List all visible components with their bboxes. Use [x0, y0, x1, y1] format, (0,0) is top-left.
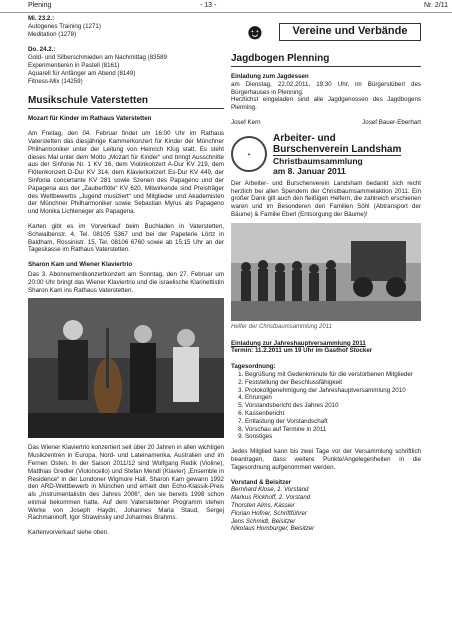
agenda-item: 1. Begrüßung mit Gedenkminute für die verstorbenen Mitglieder: [245, 371, 421, 379]
page-number: - 13 -: [200, 2, 217, 9]
trio-paragraph-1: Das 3. Abonnementkonzertkonzert am Sonntag, den 27. Februar um 20:00 Uhr bringt das Wiener Klaviertrio und die israelische Klarinettistin Sharon Kam ins Rathaus Vaterstetten.: [28, 270, 224, 294]
left-column: [28, 15, 224, 544]
course-date: Mi. 23.2.:: [28, 15, 55, 22]
helpers-photo: [231, 223, 421, 321]
hunting-paragraph-1: am Dienstag, 22.02.2011, 19:30 Uhr, im Bürgerstüberl des Bürgerhauses in Plenning.: [231, 80, 421, 96]
trio-photo: [28, 298, 224, 438]
board-member: Nikolaus Homburger, Beisitzer: [231, 525, 315, 533]
course-item: Aquarell für Anfänger am Abend (8149): [28, 69, 136, 77]
musicians-silhouette: [28, 298, 224, 438]
course-item: Meditation (1278): [28, 30, 77, 38]
signature-left: Josef Kern: [231, 118, 261, 126]
clubs-banner-title: Vereine und Verbände: [279, 23, 421, 41]
clubs-banner: [231, 15, 421, 49]
board-member: Jens Schmidt, Beisitzer: [231, 517, 296, 525]
group-photo-scene: [231, 223, 421, 321]
course-list-thu: [28, 46, 224, 85]
page-header: [0, 0, 452, 13]
agenda-item: 7. Entlastung der Vorstandschaft: [245, 418, 421, 426]
signature-right: Josef Bauer-Eberhart: [362, 118, 421, 126]
hunting-paragraph-2: Herzlichst eingeladen sind alle Jagdgenossen des Jagdbogens Plenning.: [231, 96, 421, 112]
agenda-item: 2. Feststellung der Beschlussfähigkeit: [245, 379, 421, 387]
board-member: Markus Rickhoff, 2. Vorstand: [231, 494, 311, 502]
assembly-date: Termin: 11.2.2011 um 19 Uhr im Gasthof Stocker: [231, 347, 373, 355]
jester-icon: ☻: [243, 19, 267, 45]
club-subtitle-line-1: Christbaumsammlung: [273, 155, 363, 166]
music-subtitle: Mozart für Kinder im Rathaus Vaterstetten: [28, 115, 152, 123]
hunting-title: Jagdbogen Plenning: [231, 53, 421, 67]
course-item: Gold- und Silberschmieden am Nachmittag (83589: [28, 54, 167, 62]
agenda-item: 9. Sonstiges: [245, 433, 421, 441]
course-item: Experimentieren in Pastell (8161): [28, 61, 120, 69]
board-title: Vorstand & Beisitzer: [231, 478, 292, 486]
assembly-paragraph: Jedes Mitglied kann bis zwei Tage vor der Versammlung schriftlich beantragen, dass weitere Punkte/Angelegenheiten in die Tagesordnung aufgenommen werden.: [231, 448, 421, 471]
right-column: [231, 15, 421, 533]
board-member: Bernhard Klose, 1. Vorstand: [231, 486, 309, 494]
trio-paragraph-2: Das Wiener Klaviertrio konzertiert seit über 20 Jahren in allen wichtigen Musikzentren in Europa, Nord- und Lateinamerika, Australien und im Fernen Osten. In der Saison 2011/12 sind Wolfgang Redik (Violine), Matthias Gredler (Violoncello) und Stefan Mendl (Klavier) „Ensemble in Residence“ in der Londoner Wigmore Hall. Sharon Kam gewann 1992 den ARD-Wettbewerb in München und erhielt den Echo-Klassik-Preis als „Instrumentalistin des Jahres 2006“, den sie bereits 1998 schon einmal bekommen hatte. Auf dem Vaterstettener Programm stehen Werke von Joseph Haydn, Johannes Maria Staud, Sergej Rachmaninoff, Igor Strawinsky und Johannes Brahms.: [28, 444, 224, 522]
club-seal-icon: ✦: [231, 136, 267, 172]
course-list-wed: [28, 15, 224, 38]
agenda-item: 6. Kassenbericht: [245, 410, 421, 418]
board-member: Thorsten Alms, Kassier: [231, 501, 295, 509]
photo-caption: Helfer der Christbaumsammlung 2011: [231, 323, 332, 330]
course-date: Do. 24.2.:: [28, 46, 56, 54]
agenda-title: Tagesordnung:: [231, 363, 276, 371]
music-paragraph-2: Karten gibt es im Vorverkauf beim Buchladen in Vaterstetten, Schwalbenstr. 4, Tel. 08105 5367 und bei der Papeterie Lörtz in Baldham, Rossinistr. 15, Tel. 08106 6760 sowie ab 15:15 Uhr an der Tageskasse im Rathaus Vaterstetten.: [28, 222, 224, 254]
trio-paragraph-3: Kartenvorverkauf siehe oben.: [28, 529, 109, 537]
club-title-line-2: Burschenverein Landsham: [273, 143, 402, 155]
music-paragraph-1: Am Freitag, den 04. Februar findet um 16:00 Uhr im Rathaus Vaterstetten das diesjährige Kammerkonzert für Kinder der Münchner Philharmoniker unter der Leitung von Heinrich Klug statt. Es steht dieses Mal unter dem Motto „Mozart für Kinder“ und bringt Ausschnitte aus der Sinfonie Nr. 1 KV 16, dem Violinkonzert A-Dur KV 219, dem Flötenkonzert D-Dur KV 314, dem Klavierkonzert Es-Dur KV 449, der Sinfonia concertante KV 281 sowie Szenen des Papageno und der Papagena aus der „Zauberflöte“ KV 620. Mitwirkende sind Preisträger des Wettbewerbs „Jugend musiziert“ und Mitglieder und Akademisten der Münchner Philharmoniker sowie Sebastian Myrus als Papageno und Monika Lichteneger als Papagena.: [28, 130, 224, 216]
agenda-item: 4. Ehrungen: [245, 394, 421, 402]
music-school-title: Musikschule Vaterstetten: [28, 95, 224, 109]
issue-number: Nr. 2/11: [424, 2, 448, 9]
agenda-item: 3. Protokollgenehmigung der Jahreshauptversammlung 2010: [245, 387, 421, 395]
hunting-subtitle: Einladung zum Jagdessen: [231, 73, 309, 80]
agenda-item: 5. Vorstandsbericht des Jahres 2010: [245, 402, 421, 410]
club-heading: [231, 133, 421, 176]
hunting-signatures: [231, 119, 421, 127]
club-thanks-paragraph: Der Arbeiter- und Burschenverein Landsham bedankt sich recht herzlich bei allen Spendern der Christbaumsammelaktion 2011. Ein großer Dank gilt auch den fleißigen Helfern, die zahlreich erschienen waren und im Besonderen den Familien Söhl (Abtransport der Bäume) & Familie Eberl (Entsorgung der Bäume)!: [231, 179, 421, 218]
club-subtitle-line-2: am 8. Januar 2011: [273, 165, 346, 176]
agenda-list: [245, 371, 421, 441]
agenda-item: 8. Vorschau auf Termine in 2011: [245, 426, 421, 434]
course-item: Autogenes Training (1271): [28, 22, 101, 30]
club-title-line-1: Arbeiter- und: [273, 132, 336, 144]
header-left: Plening: [28, 2, 52, 9]
course-item: Fitness-Mix (14259): [28, 77, 83, 85]
board-member: Florian Hofner, Schriftführer: [231, 509, 307, 517]
trio-subtitle: Sharon Kam und Wiener Klaviertrio: [28, 261, 133, 269]
assembly-title: Einladung zur Jahreshauptversammlung 2011: [231, 339, 366, 347]
